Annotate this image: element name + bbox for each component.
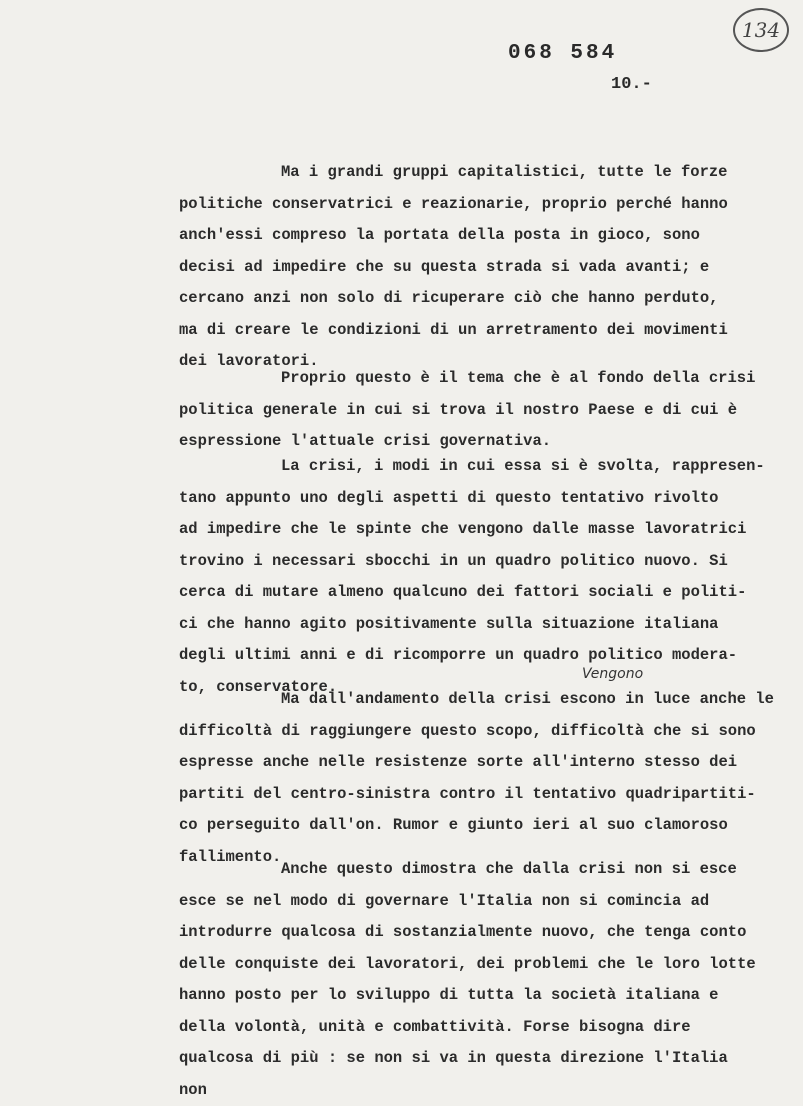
text-line: espressione l'attuale crisi governativa. bbox=[179, 426, 789, 458]
text-line: Ma dall'andamento della crisi escono in luce anche le bbox=[179, 684, 789, 716]
text-line: non bbox=[179, 1075, 789, 1106]
paragraph-2 bbox=[179, 363, 789, 458]
text-line: politica generale in cui si trova il nostro Paese e di cui è bbox=[179, 395, 789, 427]
text-line: Anche questo dimostra che dalla crisi non si esce bbox=[179, 854, 789, 886]
text-line: tano appunto uno degli aspetti di questo tentativo rivolto bbox=[179, 483, 789, 515]
text-line: anch'essi compreso la portata della posta in gioco, sono bbox=[179, 220, 789, 252]
text-line: introdurre qualcosa di sostanzialmente nuovo, che tenga conto bbox=[179, 917, 789, 949]
text-line: ma di creare le condizioni di un arretramento dei movimenti bbox=[179, 315, 789, 347]
text-line: hanno posto per lo sviluppo di tutta la società italiana e bbox=[179, 980, 789, 1012]
handwritten-page-number: 134 bbox=[733, 8, 789, 52]
text-line: della volontà, unità e combattività. Forse bisogna dire bbox=[179, 1012, 789, 1044]
text-line: co perseguito dall'on. Rumor e giunto ieri al suo clamoroso bbox=[179, 810, 789, 842]
paragraph-5 bbox=[179, 854, 789, 1106]
text-line: fallimento. bbox=[179, 842, 789, 874]
text-line: cercano anzi non solo di ricuperare ciò che hanno perduto, bbox=[179, 283, 789, 315]
text-line: Ma i grandi gruppi capitalistici, tutte le forze bbox=[179, 157, 789, 189]
text-line: delle conquiste dei lavoratori, dei problemi che le loro lotte bbox=[179, 949, 789, 981]
text-line: to, conservatore. bbox=[179, 672, 789, 704]
text-line: degli ultimi anni e di ricomporre un quadro politico modera- bbox=[179, 640, 789, 672]
text-line: trovino i necessari sbocchi in un quadro politico nuovo. Si bbox=[179, 546, 789, 578]
text-line: La crisi, i modi in cui essa si è svolta, rappresen- bbox=[179, 451, 789, 483]
text-line: cerca di mutare almeno qualcuno dei fattori sociali e politi- bbox=[179, 577, 789, 609]
text-line: qualcosa di più : se non si va in questa direzione l'Italia bbox=[179, 1043, 789, 1075]
text-line: Proprio questo è il tema che è al fondo della crisi bbox=[179, 363, 789, 395]
text-line: ci che hanno agito positivamente sulla situazione italiana bbox=[179, 609, 789, 641]
text-line: politiche conservatrici e reazionarie, proprio perché hanno bbox=[179, 189, 789, 221]
paragraph-3 bbox=[179, 451, 789, 703]
text-line: partiti del centro-sinistra contro il tentativo quadripartiti- bbox=[179, 779, 789, 811]
text-line: ad impedire che le spinte che vengono dalle masse lavoratrici bbox=[179, 514, 789, 546]
text-line: decisi ad impedire che su questa strada si vada avanti; e bbox=[179, 252, 789, 284]
archive-stamp-number: 068 584 bbox=[508, 42, 617, 65]
paragraph-1 bbox=[179, 157, 789, 378]
paragraph-4 bbox=[179, 684, 789, 873]
handwritten-annotation: Vengono bbox=[582, 666, 643, 682]
text-line: espresse anche nelle resistenze sorte all'interno stesso dei bbox=[179, 747, 789, 779]
text-line: dei lavoratori. bbox=[179, 346, 789, 378]
text-line: esce se nel modo di governare l'Italia non si comincia ad bbox=[179, 886, 789, 918]
text-line: difficoltà di raggiungere questo scopo, difficoltà che si sono bbox=[179, 716, 789, 748]
page-number: 10.- bbox=[611, 75, 652, 94]
